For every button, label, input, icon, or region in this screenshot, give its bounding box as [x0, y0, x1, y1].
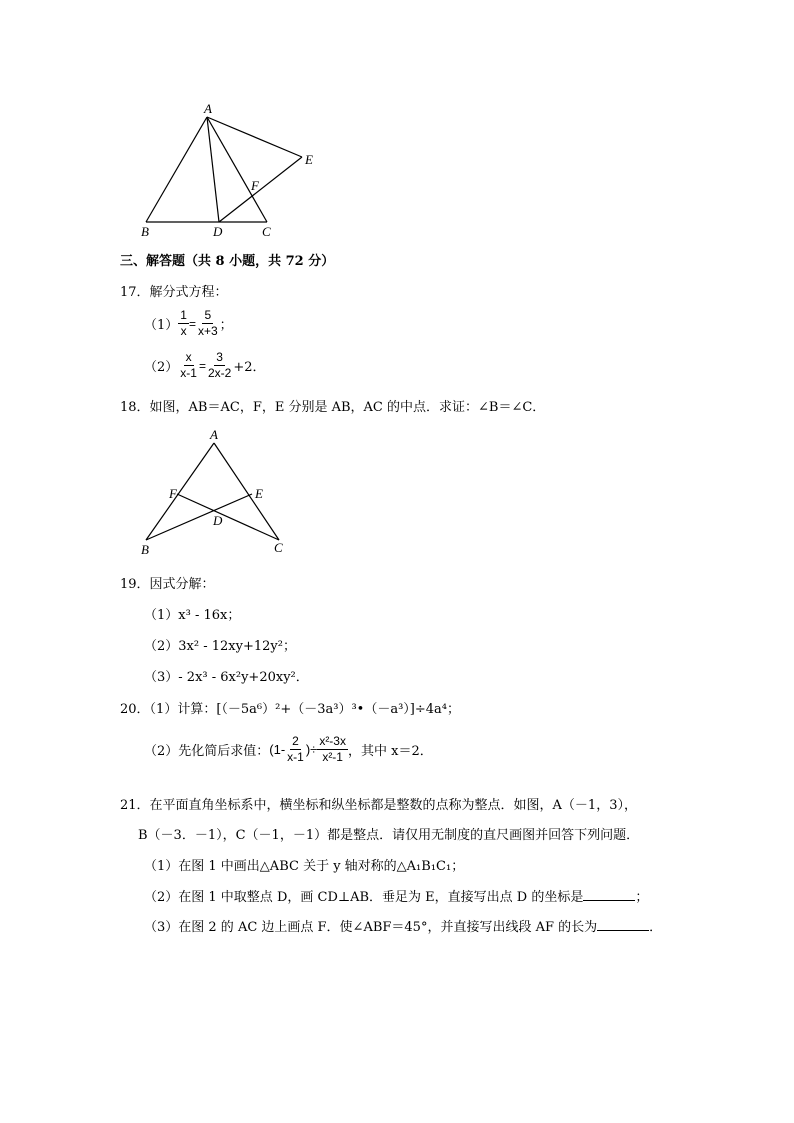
q21-line1: 21．在平面直角坐标系中，横坐标和纵坐标都是整数的点称为整点．如图，A（－1，3），	[120, 798, 637, 813]
label-f: F	[251, 178, 259, 193]
q20-fraction-b	[317, 734, 348, 765]
label-b: B	[141, 224, 149, 239]
q17-lead: 17．解分式方程：	[120, 285, 228, 300]
q17-part2	[144, 350, 265, 381]
q17-p1-end: ；	[219, 318, 233, 333]
q17-p1-left-num: 1	[180, 308, 187, 322]
q21-p3-text: （3）在图 2 的 AC 边上画点 F．使∠ABF＝45°，并直接写出线段 AF 的长为	[144, 920, 598, 935]
segment-ab	[146, 117, 207, 222]
q21-part3	[144, 916, 662, 935]
label-c: C	[262, 224, 271, 239]
segment-de	[219, 157, 302, 222]
label-c: C	[274, 540, 283, 555]
label-b: B	[141, 542, 149, 557]
q20-fraction-a-den: x-1	[287, 750, 304, 764]
q17-p1-eq: =	[188, 316, 196, 331]
q17-p2-left-den: x-1	[180, 366, 197, 380]
q19-part3: （3）- 2x³ - 6x²y+20xy²．	[144, 670, 309, 685]
section-title: 三、解答题（共 8 小题，共 72 分）	[120, 254, 335, 269]
segment-ae	[207, 117, 302, 157]
label-a: A	[210, 427, 218, 442]
figure-triangle-abc-e	[135, 98, 335, 240]
answer-blank-d[interactable]	[583, 889, 635, 901]
q17-p1-label: （1）	[144, 318, 179, 333]
label-e: E	[255, 486, 263, 501]
q17-p1-right-num: 5	[204, 308, 212, 322]
q21-p3-end: ．	[649, 920, 663, 935]
q17-p2-right-num: 3	[216, 350, 223, 364]
q21-line2: B（－3．－1），C（－1，－1）都是整点．请仅用无制度的直尺画图并回答下列问题．	[138, 828, 640, 843]
q17-p1-left-fraction	[178, 308, 189, 339]
figure-triangle-isosceles	[135, 425, 295, 557]
segment-ac	[207, 117, 267, 222]
label-e: E	[305, 152, 313, 167]
q20-fraction-a	[285, 734, 306, 765]
q17-p2-right-den: 2x-2	[207, 366, 232, 380]
q20-fraction-b-den: x²-1	[322, 750, 343, 764]
q17-p1-right-den: x+3	[197, 324, 218, 338]
q21-part1: （1）在图 1 中画出△ABC 关于 y 轴对称的△A₁B₁C₁；	[144, 859, 465, 874]
q17-part1	[144, 308, 233, 339]
q17-p2-left-fraction	[178, 350, 199, 381]
answer-blank-af[interactable]	[597, 919, 649, 931]
q17-p1-left-den: x	[180, 324, 187, 338]
q21-p2-text: （2）在图 1 中取整点 D，画 CD⊥AB．垂足为 E，直接写出点 D 的坐标是	[144, 890, 584, 905]
q21-part2	[144, 886, 648, 905]
q20-part2	[144, 734, 433, 765]
q17-p1-right-fraction	[196, 308, 220, 339]
q20-fraction-a-num: 2	[292, 734, 299, 748]
q17-p2-right-fraction	[206, 350, 233, 381]
q20-fraction-b-num: x²-3x	[319, 734, 346, 748]
q20-tail: ，其中 x＝2．	[347, 744, 433, 759]
q20-p2-label: （2）先化简后求值：	[144, 744, 270, 759]
q20-close: )÷	[305, 742, 318, 757]
label-a: A	[204, 101, 212, 116]
q19-lead: 19．因式分解：	[120, 577, 215, 592]
q19-part2: （2）3x² - 12xy+12y²；	[144, 639, 296, 654]
q21-p2-end: ；	[635, 890, 649, 905]
label-d: D	[213, 513, 223, 528]
label-f: F	[169, 486, 177, 501]
q20-part1: 20．（1）计算：[（－5a⁶）²+（－3a³）³•（－a³）]÷4a⁴；	[120, 702, 460, 717]
q18-text: 18．如图，AB＝AC，F，E 分别是 AB，AC 的中点．求证：∠B＝∠C．	[120, 400, 546, 415]
segment-ad	[207, 117, 219, 222]
q17-p2-label: （2）	[144, 360, 179, 375]
q17-p2-end: +2．	[233, 360, 266, 375]
label-d: D	[213, 224, 223, 239]
q19-part1: （1）x³ - 16x；	[144, 608, 241, 623]
q17-p2-left-num: x	[185, 350, 192, 364]
q17-p2-eq: =	[198, 358, 206, 373]
q20-open: (1-	[269, 742, 286, 757]
